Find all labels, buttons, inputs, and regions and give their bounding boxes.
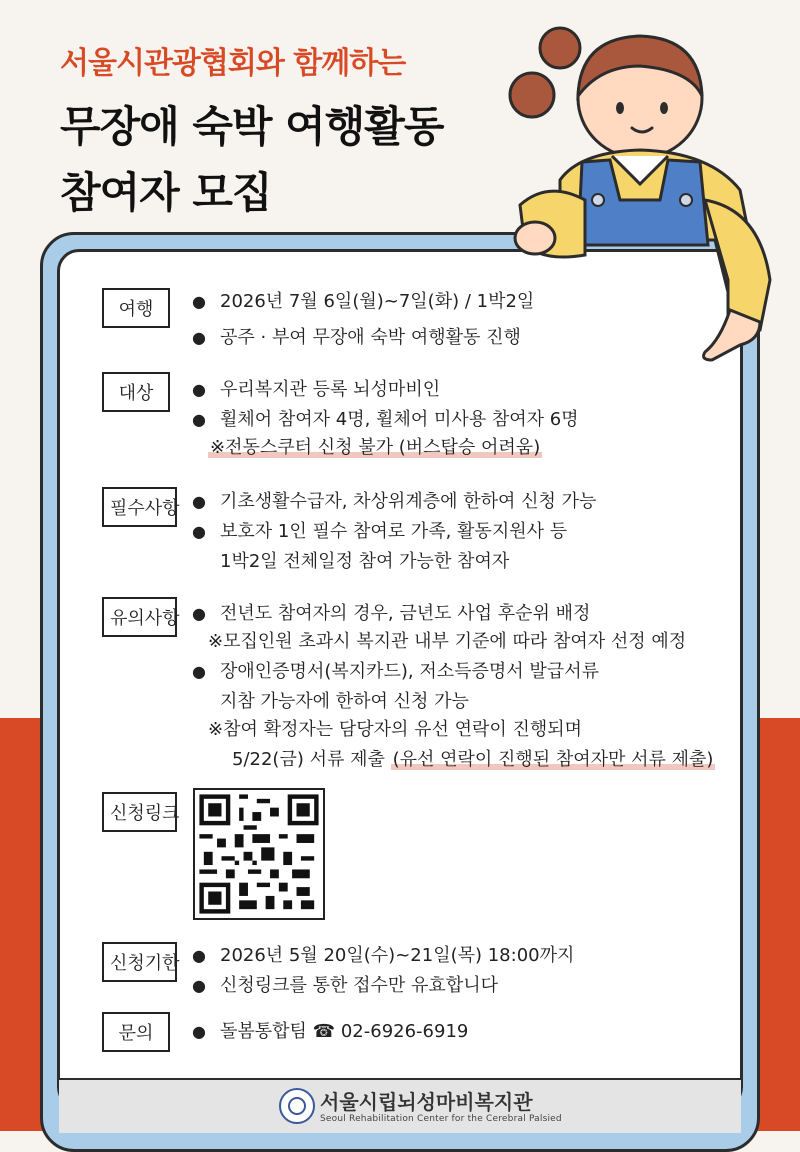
bullet-icon: ● <box>192 946 206 965</box>
bullet-icon: ● <box>192 292 206 311</box>
contact-item <box>192 1020 468 1044</box>
caution-item-2-text: 장애인증명서(복지카드), 저소득증명서 발급서류 <box>220 661 599 682</box>
label-required: 필수사항 <box>102 487 177 527</box>
required-item-1 <box>192 490 596 514</box>
org-logo-icon <box>279 1088 315 1124</box>
target-item-1-text: 우리복지관 등록 뇌성마비인 <box>220 379 441 400</box>
caution-item-1 <box>192 602 590 626</box>
target-note-text: ※전동스쿠터 신청 불가 (버스탑승 어려움) <box>210 437 541 458</box>
poster-subtitle: 서울시관광협회와 함께하는 <box>60 46 406 81</box>
caution-note-1: ※모집인원 초과시 복지관 내부 기준에 따라 참여자 선정 예정 <box>208 631 687 652</box>
poster-title <box>60 94 443 226</box>
footer-org-name-en: Seoul Rehabilitation Center for the Cerebral Palsied <box>320 1114 562 1124</box>
poster-title-line2: 참여자 모집 <box>60 168 272 217</box>
bullet-icon: ● <box>192 522 206 541</box>
contact-team: 돌봄통합팀 <box>220 1021 307 1042</box>
label-trip: 여행 <box>102 288 170 328</box>
trip-item-2 <box>192 326 521 350</box>
deadline-item-1 <box>192 944 574 968</box>
trip-item-1 <box>192 290 534 314</box>
trip-item-2-text: 공주 · 부여 무장애 숙박 여행활동 진행 <box>220 327 521 348</box>
target-item-1 <box>192 378 440 402</box>
target-note <box>208 436 542 460</box>
deadline-item-2-text: 신청링크를 통한 접수만 유효합니다 <box>220 975 498 996</box>
caution-note-3-highlight: (유선 연락이 진행된 참여자만 서류 제출) <box>392 749 714 770</box>
caution-item-1-text: 전년도 참여자의 경우, 금년도 사업 후순위 배정 <box>220 603 591 624</box>
label-deadline: 신청기한 <box>102 942 177 982</box>
trip-item-1-text: 2026년 7월 6일(월)~7일(화) / 1박2일 <box>220 291 535 312</box>
bullet-icon: ● <box>192 380 206 399</box>
label-caution: 유의사항 <box>102 597 177 637</box>
caution-note-3-plain: 5/22(금) 서류 제출 <box>232 749 391 770</box>
label-link: 신청링크 <box>102 792 177 832</box>
contact-phone[interactable]: 02-6926-6919 <box>340 1021 469 1042</box>
deadline-item-1-text: 2026년 5월 20일(수)~21일(목) 18:00까지 <box>220 945 575 966</box>
caution-item-2 <box>192 660 599 684</box>
required-item-2 <box>192 520 567 544</box>
phone-icon: ☎ <box>312 1021 336 1042</box>
caution-item-2-cont: 지참 가능자에 한하여 신청 가능 <box>220 691 469 712</box>
qr-code[interactable] <box>193 788 325 920</box>
bullet-icon: ● <box>192 662 206 681</box>
caution-note-2: ※참여 확정자는 담당자의 유선 연락이 진행되며 <box>208 719 583 740</box>
poster-header <box>60 38 443 226</box>
bullet-icon: ● <box>192 976 206 995</box>
bullet-icon: ● <box>192 1022 206 1041</box>
target-item-2 <box>192 408 579 432</box>
poster-title-line1: 무장애 숙박 여행활동 <box>60 102 444 151</box>
bullet-icon: ● <box>192 604 206 623</box>
qr-code-pattern <box>195 790 323 918</box>
footer-org-name: 서울시립뇌성마비복지관 <box>320 1090 533 1114</box>
bullet-icon: ● <box>192 328 206 347</box>
required-item-2-cont: 1박2일 전체일정 참여 가능한 참여자 <box>220 551 510 572</box>
label-target: 대상 <box>102 372 170 412</box>
caution-note-3 <box>232 748 715 772</box>
deadline-item-2 <box>192 974 498 998</box>
label-contact: 문의 <box>102 1012 170 1052</box>
target-item-2-text: 휠체어 참여자 4명, 휠체어 미사용 참여자 6명 <box>220 409 579 430</box>
required-item-2-text: 보호자 1인 필수 참여로 가족, 활동지원사 등 <box>220 521 568 542</box>
required-item-1-text: 기초생활수급자, 차상위계층에 한하여 신청 가능 <box>220 491 597 512</box>
bullet-icon: ● <box>192 492 206 511</box>
bullet-icon: ● <box>192 410 206 429</box>
